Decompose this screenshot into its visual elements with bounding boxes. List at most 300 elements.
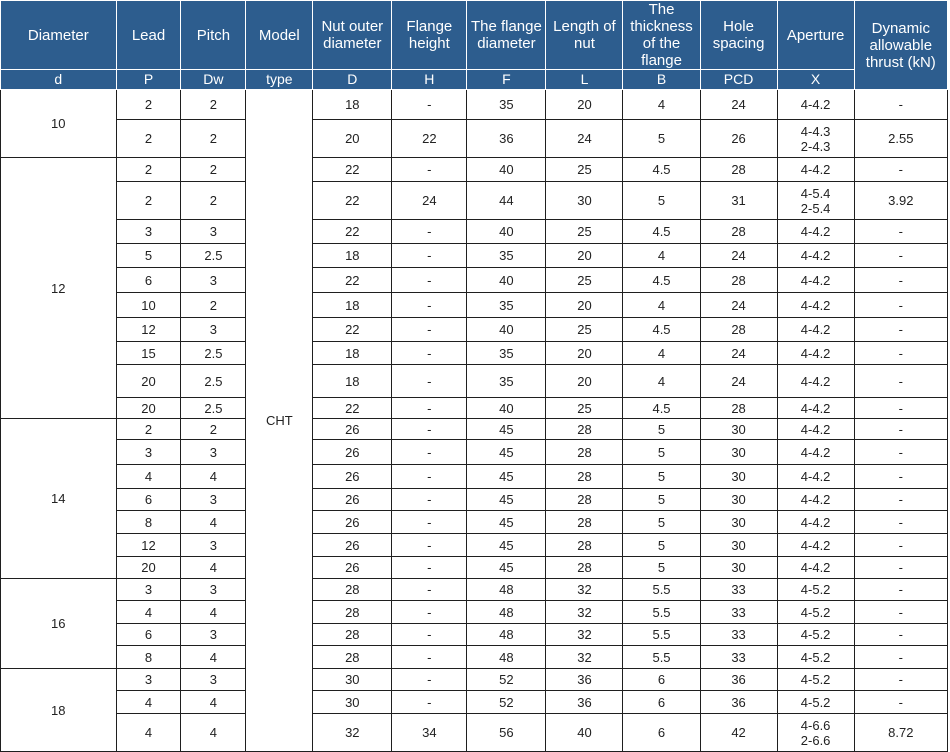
cell-flange-thickness: 4.5 bbox=[623, 398, 700, 419]
cell-flange-diameter: 52 bbox=[467, 669, 546, 691]
cell-nut-outer-diameter: 26 bbox=[313, 511, 392, 534]
table-row bbox=[1, 268, 948, 293]
cell-aperture: 4-5.2 bbox=[777, 579, 854, 601]
cell-flange-height: 24 bbox=[392, 182, 467, 220]
cell-pitch: 2.5 bbox=[181, 244, 246, 268]
cell-pitch: 4 bbox=[181, 465, 246, 489]
cell-pitch: 2 bbox=[181, 419, 246, 440]
cell-lead: 3 bbox=[116, 440, 181, 465]
cell-pitch: 4 bbox=[181, 691, 246, 714]
cell-flange-thickness: 6 bbox=[623, 691, 700, 714]
cell-aperture: 4-4.2 bbox=[777, 318, 854, 342]
cell-lead: 20 bbox=[116, 557, 181, 579]
cell-nut-length: 36 bbox=[546, 669, 623, 691]
cell-flange-thickness: 4 bbox=[623, 342, 700, 365]
table-row bbox=[1, 534, 948, 557]
cell-lead: 20 bbox=[116, 398, 181, 419]
cell-dynamic-thrust: 3.92 bbox=[854, 182, 947, 220]
table-row bbox=[1, 489, 948, 511]
cell-pitch: 2 bbox=[181, 293, 246, 318]
cell-nut-length: 20 bbox=[546, 90, 623, 120]
cell-lead: 4 bbox=[116, 465, 181, 489]
cell-flange-thickness: 5 bbox=[623, 182, 700, 220]
cell-nut-length: 28 bbox=[546, 419, 623, 440]
cell-aperture: 4-4.2 bbox=[777, 557, 854, 579]
table-row bbox=[1, 182, 948, 220]
cell-aperture: 4-4.2 bbox=[777, 244, 854, 268]
cell-hole-spacing: 24 bbox=[700, 293, 777, 318]
table-row bbox=[1, 293, 948, 318]
header-hole-spacing: Hole spacing bbox=[700, 1, 777, 70]
cell-flange-height: - bbox=[392, 511, 467, 534]
cell-nut-outer-diameter: 28 bbox=[313, 646, 392, 669]
cell-flange-diameter: 35 bbox=[467, 365, 546, 398]
cell-flange-diameter: 44 bbox=[467, 182, 546, 220]
cell-nut-outer-diameter: 26 bbox=[313, 557, 392, 579]
cell-nut-outer-diameter: 22 bbox=[313, 268, 392, 293]
cell-aperture bbox=[777, 182, 854, 220]
table-row bbox=[1, 220, 948, 244]
cell-aperture: 4-5.2 bbox=[777, 601, 854, 624]
cell-nut-length: 25 bbox=[546, 318, 623, 342]
cell-dynamic-thrust: - bbox=[854, 158, 947, 182]
cell-diameter: 14 bbox=[1, 419, 117, 579]
table-row bbox=[1, 624, 948, 646]
cell-nut-outer-diameter: 28 bbox=[313, 601, 392, 624]
cell-dynamic-thrust: - bbox=[854, 624, 947, 646]
cell-line: 4-5.4 bbox=[800, 185, 831, 201]
cell-line: 2-4.3 bbox=[800, 138, 831, 154]
cell-flange-height: - bbox=[392, 646, 467, 669]
cell-model: CHT bbox=[246, 90, 313, 752]
cell-dynamic-thrust: - bbox=[854, 268, 947, 293]
symbol-PCD: PCD bbox=[700, 70, 777, 90]
cell-hole-spacing: 30 bbox=[700, 419, 777, 440]
cell-nut-outer-diameter: 26 bbox=[313, 465, 392, 489]
cell-dynamic-thrust: - bbox=[854, 220, 947, 244]
cell-nut-outer-diameter: 18 bbox=[313, 342, 392, 365]
cell-flange-height: - bbox=[392, 398, 467, 419]
cell-aperture: 4-4.2 bbox=[777, 268, 854, 293]
cell-nut-outer-diameter: 32 bbox=[313, 714, 392, 752]
cell-line: 2-5.4 bbox=[800, 200, 831, 216]
cell-pitch: 3 bbox=[181, 579, 246, 601]
cell-pitch: 2 bbox=[181, 120, 246, 158]
cell-flange-diameter: 36 bbox=[467, 120, 546, 158]
header-pitch: Pitch bbox=[181, 1, 246, 70]
cell-flange-height: 34 bbox=[392, 714, 467, 752]
cell-pitch: 3 bbox=[181, 318, 246, 342]
cell-nut-length: 32 bbox=[546, 579, 623, 601]
cell-aperture: 4-5.2 bbox=[777, 669, 854, 691]
table-row bbox=[1, 669, 948, 691]
cell-dynamic-thrust: - bbox=[854, 579, 947, 601]
cell-flange-height: - bbox=[392, 220, 467, 244]
cell-flange-diameter: 45 bbox=[467, 489, 546, 511]
cell-hole-spacing: 30 bbox=[700, 557, 777, 579]
cell-flange-height: - bbox=[392, 293, 467, 318]
cell-dynamic-thrust: 2.55 bbox=[854, 120, 947, 158]
cell-pitch: 3 bbox=[181, 489, 246, 511]
cell-nut-outer-diameter: 30 bbox=[313, 669, 392, 691]
cell-pitch: 4 bbox=[181, 601, 246, 624]
cell-flange-thickness: 4.5 bbox=[623, 318, 700, 342]
cell-diameter: 16 bbox=[1, 579, 117, 669]
table-row bbox=[1, 465, 948, 489]
cell-nut-outer-diameter: 20 bbox=[313, 120, 392, 158]
cell-flange-thickness: 5 bbox=[623, 419, 700, 440]
symbol-H: H bbox=[392, 70, 467, 90]
cell-flange-thickness: 5 bbox=[623, 534, 700, 557]
cell-pitch: 4 bbox=[181, 714, 246, 752]
cell-dynamic-thrust: - bbox=[854, 691, 947, 714]
cell-hole-spacing: 33 bbox=[700, 579, 777, 601]
cell-aperture: 4-4.2 bbox=[777, 440, 854, 465]
cell-flange-thickness: 5.5 bbox=[623, 579, 700, 601]
cell-hole-spacing: 24 bbox=[700, 365, 777, 398]
cell-pitch: 3 bbox=[181, 624, 246, 646]
cell-flange-diameter: 45 bbox=[467, 419, 546, 440]
cell-dynamic-thrust: - bbox=[854, 293, 947, 318]
cell-flange-thickness: 5 bbox=[623, 511, 700, 534]
cell-aperture: 4-4.2 bbox=[777, 220, 854, 244]
cell-lead: 20 bbox=[116, 365, 181, 398]
header-row bbox=[1, 1, 948, 70]
cell-aperture: 4-4.2 bbox=[777, 342, 854, 365]
cell-lead: 3 bbox=[116, 669, 181, 691]
cell-diameter: 10 bbox=[1, 90, 117, 158]
cell-aperture: 4-4.2 bbox=[777, 158, 854, 182]
cell-nut-length: 32 bbox=[546, 601, 623, 624]
cell-nut-outer-diameter: 28 bbox=[313, 624, 392, 646]
header-flange-thickness: The thickness of the flange bbox=[623, 1, 700, 70]
cell-flange-height: - bbox=[392, 440, 467, 465]
cell-flange-diameter: 45 bbox=[467, 440, 546, 465]
header-nut-outer-diameter: Nut outer diameter bbox=[313, 1, 392, 70]
cell-flange-diameter: 35 bbox=[467, 244, 546, 268]
cell-flange-thickness: 5.5 bbox=[623, 601, 700, 624]
cell-line: 2-6.6 bbox=[800, 732, 831, 748]
cell-flange-diameter: 40 bbox=[467, 158, 546, 182]
cell-dynamic-thrust: - bbox=[854, 557, 947, 579]
table-body bbox=[1, 90, 948, 752]
cell-nut-length: 20 bbox=[546, 293, 623, 318]
cell-flange-height: - bbox=[392, 691, 467, 714]
cell-flange-diameter: 45 bbox=[467, 465, 546, 489]
cell-pitch: 3 bbox=[181, 534, 246, 557]
cell-pitch: 3 bbox=[181, 220, 246, 244]
cell-pitch: 4 bbox=[181, 557, 246, 579]
cell-aperture: 4-5.2 bbox=[777, 624, 854, 646]
symbol-B: B bbox=[623, 70, 700, 90]
cell-nut-length: 28 bbox=[546, 557, 623, 579]
cell-aperture: 4-4.2 bbox=[777, 419, 854, 440]
cell-flange-thickness: 4 bbox=[623, 293, 700, 318]
cell-flange-height: - bbox=[392, 601, 467, 624]
cell-aperture: 4-4.2 bbox=[777, 365, 854, 398]
cell-lead: 2 bbox=[116, 158, 181, 182]
cell-lead: 8 bbox=[116, 511, 181, 534]
cell-flange-height: - bbox=[392, 419, 467, 440]
cell-lead: 5 bbox=[116, 244, 181, 268]
cell-dynamic-thrust: - bbox=[854, 646, 947, 669]
cell-nut-outer-diameter: 26 bbox=[313, 489, 392, 511]
cell-pitch: 2.5 bbox=[181, 342, 246, 365]
cell-dynamic-thrust: - bbox=[854, 365, 947, 398]
cell-pitch: 2.5 bbox=[181, 365, 246, 398]
cell-lead: 3 bbox=[116, 220, 181, 244]
table-row bbox=[1, 318, 948, 342]
cell-flange-diameter: 45 bbox=[467, 534, 546, 557]
cell-nut-outer-diameter: 26 bbox=[313, 440, 392, 465]
cell-lead: 12 bbox=[116, 534, 181, 557]
cell-pitch: 2.5 bbox=[181, 398, 246, 419]
cell-hole-spacing: 33 bbox=[700, 624, 777, 646]
cell-flange-height: - bbox=[392, 624, 467, 646]
table-row bbox=[1, 440, 948, 465]
cell-aperture bbox=[777, 714, 854, 752]
symbol-X: X bbox=[777, 70, 854, 90]
cell-lead: 15 bbox=[116, 342, 181, 365]
cell-flange-thickness: 4.5 bbox=[623, 220, 700, 244]
cell-nut-outer-diameter: 18 bbox=[313, 90, 392, 120]
cell-flange-diameter: 45 bbox=[467, 557, 546, 579]
cell-nut-length: 25 bbox=[546, 398, 623, 419]
cell-nut-outer-diameter: 26 bbox=[313, 534, 392, 557]
table-row bbox=[1, 419, 948, 440]
cell-lead: 6 bbox=[116, 624, 181, 646]
cell-nut-length: 28 bbox=[546, 489, 623, 511]
cell-flange-height: - bbox=[392, 669, 467, 691]
cell-dynamic-thrust: - bbox=[854, 318, 947, 342]
cell-nut-outer-diameter: 18 bbox=[313, 293, 392, 318]
cell-hole-spacing: 24 bbox=[700, 244, 777, 268]
cell-lead: 2 bbox=[116, 182, 181, 220]
cell-diameter: 18 bbox=[1, 669, 117, 752]
cell-flange-thickness: 5.5 bbox=[623, 646, 700, 669]
table-row bbox=[1, 579, 948, 601]
cell-nut-outer-diameter: 18 bbox=[313, 365, 392, 398]
cell-lead: 10 bbox=[116, 293, 181, 318]
cell-hole-spacing: 28 bbox=[700, 268, 777, 293]
table-row bbox=[1, 511, 948, 534]
cell-flange-diameter: 48 bbox=[467, 579, 546, 601]
table-row bbox=[1, 244, 948, 268]
cell-nut-outer-diameter: 18 bbox=[313, 244, 392, 268]
cell-hole-spacing: 30 bbox=[700, 511, 777, 534]
cell-aperture: 4-4.2 bbox=[777, 534, 854, 557]
header-lead: Lead bbox=[116, 1, 181, 70]
table-row bbox=[1, 646, 948, 669]
cell-dynamic-thrust: - bbox=[854, 440, 947, 465]
symbol-F: F bbox=[467, 70, 546, 90]
cell-pitch: 2 bbox=[181, 158, 246, 182]
cell-hole-spacing: 26 bbox=[700, 120, 777, 158]
cell-nut-outer-diameter: 22 bbox=[313, 398, 392, 419]
cell-flange-diameter: 45 bbox=[467, 511, 546, 534]
cell-lead: 2 bbox=[116, 120, 181, 158]
cell-flange-diameter: 48 bbox=[467, 646, 546, 669]
cell-nut-length: 36 bbox=[546, 691, 623, 714]
cell-nut-length: 28 bbox=[546, 511, 623, 534]
cell-dynamic-thrust: 8.72 bbox=[854, 714, 947, 752]
cell-flange-thickness: 5 bbox=[623, 489, 700, 511]
cell-flange-thickness: 5 bbox=[623, 120, 700, 158]
cell-dynamic-thrust: - bbox=[854, 398, 947, 419]
cell-nut-length: 40 bbox=[546, 714, 623, 752]
cell-lead: 6 bbox=[116, 489, 181, 511]
cell-hole-spacing: 30 bbox=[700, 489, 777, 511]
cell-dynamic-thrust: - bbox=[854, 342, 947, 365]
cell-flange-diameter: 52 bbox=[467, 691, 546, 714]
cell-flange-diameter: 48 bbox=[467, 624, 546, 646]
table-row bbox=[1, 158, 948, 182]
cell-lead: 2 bbox=[116, 419, 181, 440]
cell-dynamic-thrust: - bbox=[854, 489, 947, 511]
cell-aperture: 4-4.2 bbox=[777, 90, 854, 120]
cell-flange-thickness: 6 bbox=[623, 714, 700, 752]
cell-flange-height: - bbox=[392, 158, 467, 182]
cell-lead: 4 bbox=[116, 714, 181, 752]
cell-aperture: 4-5.2 bbox=[777, 646, 854, 669]
cell-lead: 8 bbox=[116, 646, 181, 669]
cell-dynamic-thrust: - bbox=[854, 244, 947, 268]
cell-lead: 4 bbox=[116, 691, 181, 714]
cell-line: 4-6.6 bbox=[800, 717, 831, 733]
symbol-L: L bbox=[546, 70, 623, 90]
cell-nut-length: 20 bbox=[546, 365, 623, 398]
cell-hole-spacing: 30 bbox=[700, 534, 777, 557]
cell-flange-thickness: 5 bbox=[623, 440, 700, 465]
cell-flange-thickness: 4 bbox=[623, 90, 700, 120]
cell-flange-height: - bbox=[392, 579, 467, 601]
cell-nut-outer-diameter: 30 bbox=[313, 691, 392, 714]
cell-flange-height: - bbox=[392, 244, 467, 268]
cell-flange-height: - bbox=[392, 342, 467, 365]
cell-flange-diameter: 35 bbox=[467, 293, 546, 318]
cell-flange-thickness: 5.5 bbox=[623, 624, 700, 646]
cell-diameter: 12 bbox=[1, 158, 117, 419]
cell-nut-outer-diameter: 28 bbox=[313, 579, 392, 601]
header-nut-length: Length of nut bbox=[546, 1, 623, 70]
cell-flange-thickness: 4.5 bbox=[623, 268, 700, 293]
cell-hole-spacing: 42 bbox=[700, 714, 777, 752]
cell-pitch: 3 bbox=[181, 669, 246, 691]
table-row bbox=[1, 398, 948, 419]
cell-nut-outer-diameter: 22 bbox=[313, 318, 392, 342]
cell-aperture: 4-4.2 bbox=[777, 511, 854, 534]
cell-hole-spacing: 36 bbox=[700, 691, 777, 714]
header-flange-diameter: The flange diameter bbox=[467, 1, 546, 70]
cell-nut-length: 28 bbox=[546, 465, 623, 489]
cell-aperture bbox=[777, 120, 854, 158]
cell-lead: 2 bbox=[116, 90, 181, 120]
cell-flange-diameter: 35 bbox=[467, 90, 546, 120]
cell-lead: 4 bbox=[116, 601, 181, 624]
cell-flange-thickness: 4 bbox=[623, 365, 700, 398]
cell-flange-diameter: 40 bbox=[467, 220, 546, 244]
cell-aperture: 4-4.2 bbox=[777, 293, 854, 318]
cell-flange-height: - bbox=[392, 534, 467, 557]
cell-flange-thickness: 4.5 bbox=[623, 158, 700, 182]
cell-hole-spacing: 24 bbox=[700, 342, 777, 365]
cell-nut-length: 20 bbox=[546, 342, 623, 365]
symbol-d: d bbox=[1, 70, 117, 90]
header-dynamic-thrust: Dynamic allowable thrust (kN) bbox=[854, 1, 947, 90]
cell-flange-height: - bbox=[392, 557, 467, 579]
cell-dynamic-thrust: - bbox=[854, 419, 947, 440]
symbol-D: D bbox=[313, 70, 392, 90]
cell-hole-spacing: 31 bbox=[700, 182, 777, 220]
table-row bbox=[1, 557, 948, 579]
cell-pitch: 3 bbox=[181, 268, 246, 293]
symbol-p: P bbox=[116, 70, 181, 90]
cell-dynamic-thrust: - bbox=[854, 534, 947, 557]
cell-nut-outer-diameter: 22 bbox=[313, 182, 392, 220]
cell-flange-diameter: 48 bbox=[467, 601, 546, 624]
cell-lead: 3 bbox=[116, 579, 181, 601]
cell-aperture: 4-5.2 bbox=[777, 691, 854, 714]
cell-hole-spacing: 30 bbox=[700, 440, 777, 465]
table-row bbox=[1, 601, 948, 624]
cell-line: 4-4.3 bbox=[800, 123, 831, 139]
symbol-dw: Dw bbox=[181, 70, 246, 90]
cell-flange-thickness: 5 bbox=[623, 557, 700, 579]
cell-nut-length: 28 bbox=[546, 440, 623, 465]
cell-pitch: 4 bbox=[181, 646, 246, 669]
table-row bbox=[1, 365, 948, 398]
table-row bbox=[1, 120, 948, 158]
cell-hole-spacing: 28 bbox=[700, 398, 777, 419]
cell-hole-spacing: 28 bbox=[700, 158, 777, 182]
cell-dynamic-thrust: - bbox=[854, 511, 947, 534]
cell-nut-length: 25 bbox=[546, 220, 623, 244]
cell-nut-length: 32 bbox=[546, 624, 623, 646]
cell-nut-length: 25 bbox=[546, 158, 623, 182]
cell-pitch: 4 bbox=[181, 511, 246, 534]
cell-pitch: 3 bbox=[181, 440, 246, 465]
cell-dynamic-thrust: - bbox=[854, 90, 947, 120]
cell-lead: 6 bbox=[116, 268, 181, 293]
cell-flange-thickness: 5 bbox=[623, 465, 700, 489]
cell-lead: 12 bbox=[116, 318, 181, 342]
table-row bbox=[1, 90, 948, 120]
cell-flange-thickness: 4 bbox=[623, 244, 700, 268]
cell-flange-diameter: 56 bbox=[467, 714, 546, 752]
cell-nut-length: 25 bbox=[546, 268, 623, 293]
cell-flange-diameter: 40 bbox=[467, 318, 546, 342]
cell-dynamic-thrust: - bbox=[854, 601, 947, 624]
cell-flange-thickness: 6 bbox=[623, 669, 700, 691]
cell-flange-height: - bbox=[392, 90, 467, 120]
cell-hole-spacing: 28 bbox=[700, 220, 777, 244]
cell-pitch: 2 bbox=[181, 90, 246, 120]
cell-nut-length: 24 bbox=[546, 120, 623, 158]
cell-nut-length: 28 bbox=[546, 534, 623, 557]
cell-aperture: 4-4.2 bbox=[777, 398, 854, 419]
cell-pitch: 2 bbox=[181, 182, 246, 220]
cell-flange-diameter: 40 bbox=[467, 268, 546, 293]
cell-dynamic-thrust: - bbox=[854, 465, 947, 489]
header-flange-height: Flange height bbox=[392, 1, 467, 70]
cell-flange-height: - bbox=[392, 318, 467, 342]
cell-dynamic-thrust: - bbox=[854, 669, 947, 691]
header-diameter: Diameter bbox=[1, 1, 117, 70]
table-row bbox=[1, 691, 948, 714]
cell-flange-height: - bbox=[392, 268, 467, 293]
cell-hole-spacing: 30 bbox=[700, 465, 777, 489]
cell-hole-spacing: 33 bbox=[700, 601, 777, 624]
